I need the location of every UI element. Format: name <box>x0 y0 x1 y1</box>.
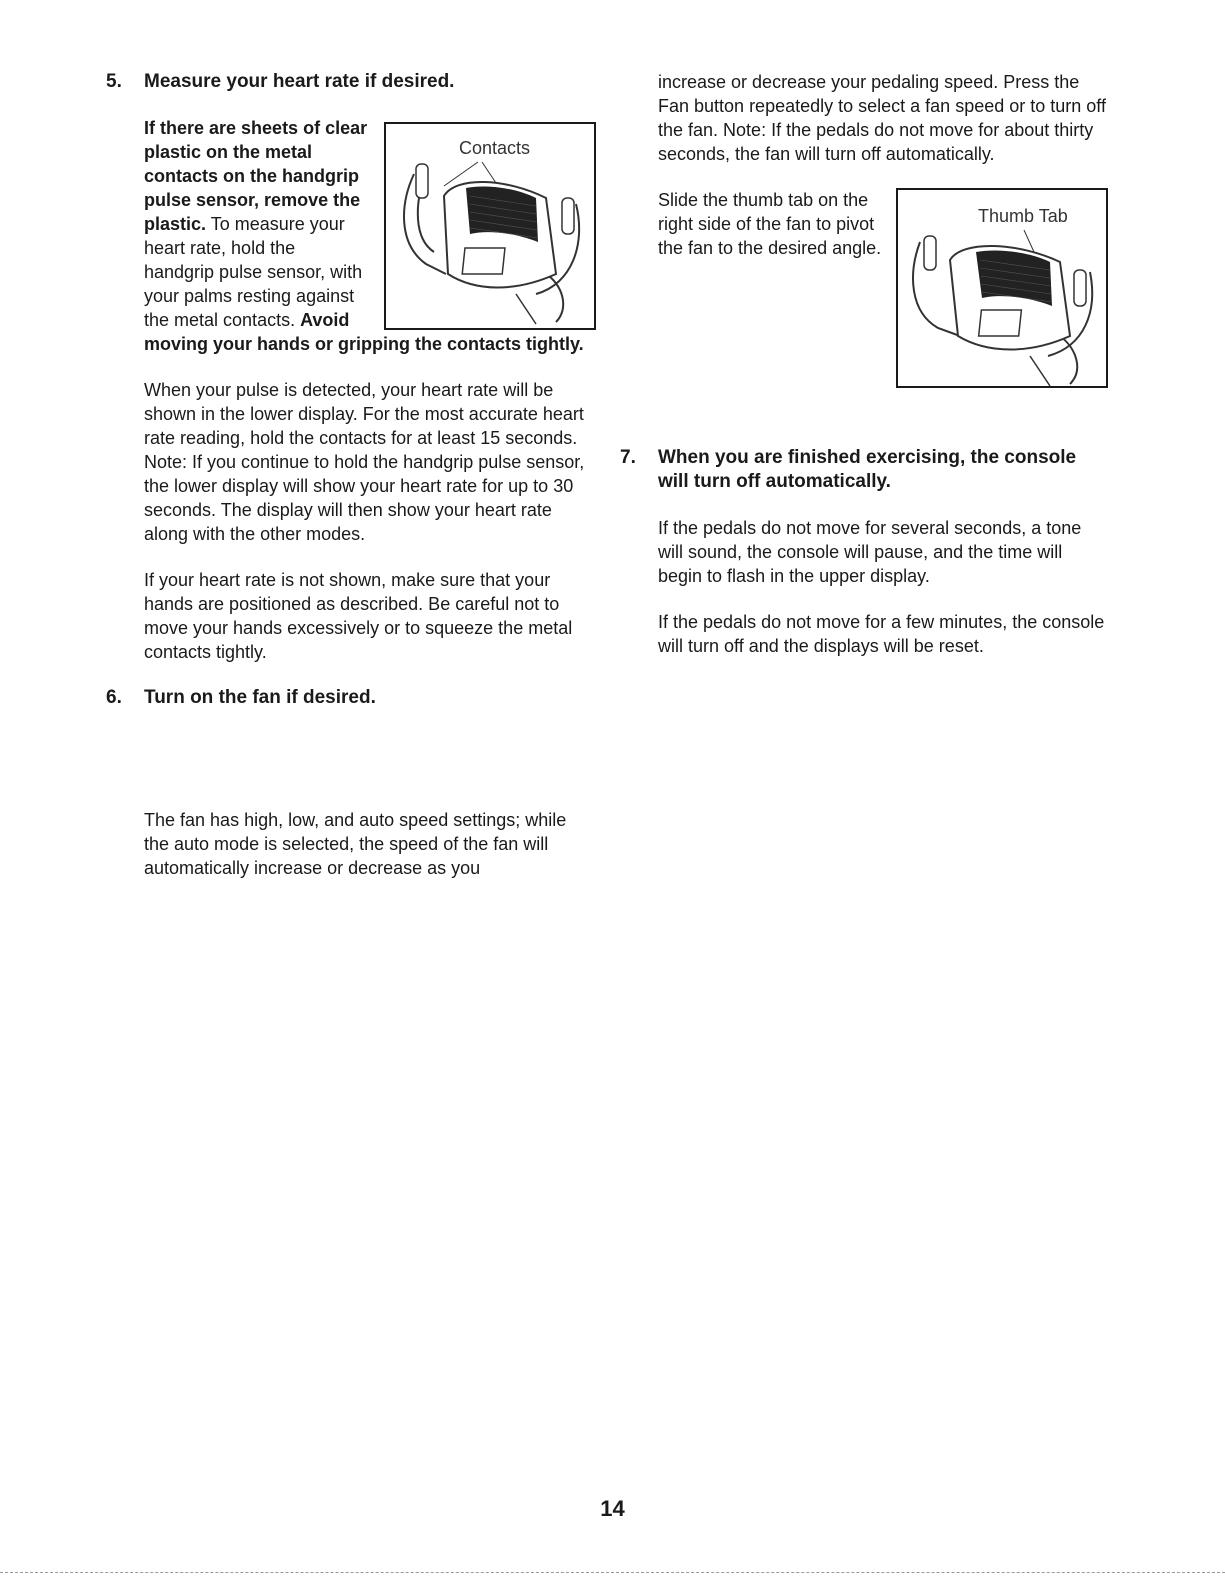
thumb-tab-label: Thumb Tab <box>978 206 1068 226</box>
step-5-intro-text: To measure your heart rate, hold the handgrip pulse sensor, with your palms resting against the metal contacts. <box>144 214 363 330</box>
step-6-body-part-1 <box>144 808 596 880</box>
step-6-para-1a: The fan has high, low, and auto speed settings; while the auto mode is selected, the speed of the fan will automatically increase or decrease as you <box>144 810 567 878</box>
right-column <box>620 70 1108 388</box>
step-5-body <box>106 116 596 664</box>
step-6-para-2: Slide the thumb tab on the right side of the fan to pivot the fan to the desired angle. <box>658 190 882 258</box>
contacts-figure <box>384 122 596 330</box>
step-7-para-1: If the pedals do not move for several seconds, a tone will sound, the console will pause, and the time will begin to flash in the upper display. <box>658 518 1082 586</box>
step-6-number: 6. <box>106 687 122 708</box>
step-5-para-1: When your pulse is detected, your heart rate will be shown in the lower display. For the most accurate heart rate reading, hold the contacts for at least 15 seconds. Note: If you continue to hold the handgrip pulse sensor, the lower display will show your heart rate for up to 30 seconds. The display will then show your heart rate along with the other modes. <box>144 380 585 544</box>
step-5-heading <box>106 70 596 94</box>
step-7-para-2: If the pedals do not move for a few minutes, the console will turn off and the displays will be reset. <box>658 612 1105 656</box>
step-7-body <box>620 516 1108 658</box>
step-5-intro-bold-2: Avoid moving your hands or gripping the contacts tightly. <box>144 310 584 354</box>
step-5-para-2: If your heart rate is not shown, make sure that your hands are positioned as described. Be careful not to move your hands excessively or to squeeze the metal contacts tightly. <box>144 570 573 662</box>
page-number: 14 <box>600 1496 625 1521</box>
step-6-body-part-2 <box>620 70 1108 260</box>
step-5-number: 5. <box>106 71 122 92</box>
left-column <box>106 70 596 710</box>
step-6-para-1b: increase or decrease your pedaling speed. Press the Fan button repeatedly to select a fan speed or to turn off the fan. Note: If the pedals do not move for about thirty seconds, the fan will turn off automatically. <box>658 72 1106 164</box>
step-6-title: Turn on the fan if desired. <box>144 687 376 708</box>
contacts-label: Contacts <box>459 138 531 158</box>
step-5-intro-bold: If there are sheets of clear plastic on the metal contacts on the handgrip pulse sensor, remove the plastic. <box>144 118 368 234</box>
step-7-number: 7. <box>620 447 636 468</box>
step-7-block <box>620 446 1108 658</box>
thumb-tab-figure <box>896 188 1108 388</box>
step-7-heading <box>620 446 1108 494</box>
page-bottom-edge <box>0 1572 1225 1573</box>
step-7-title: When you are finished exercising, the console will turn off automatically. <box>658 447 1077 492</box>
step-5-title: Measure your heart rate if desired. <box>144 71 455 92</box>
step-6-heading <box>106 686 596 710</box>
